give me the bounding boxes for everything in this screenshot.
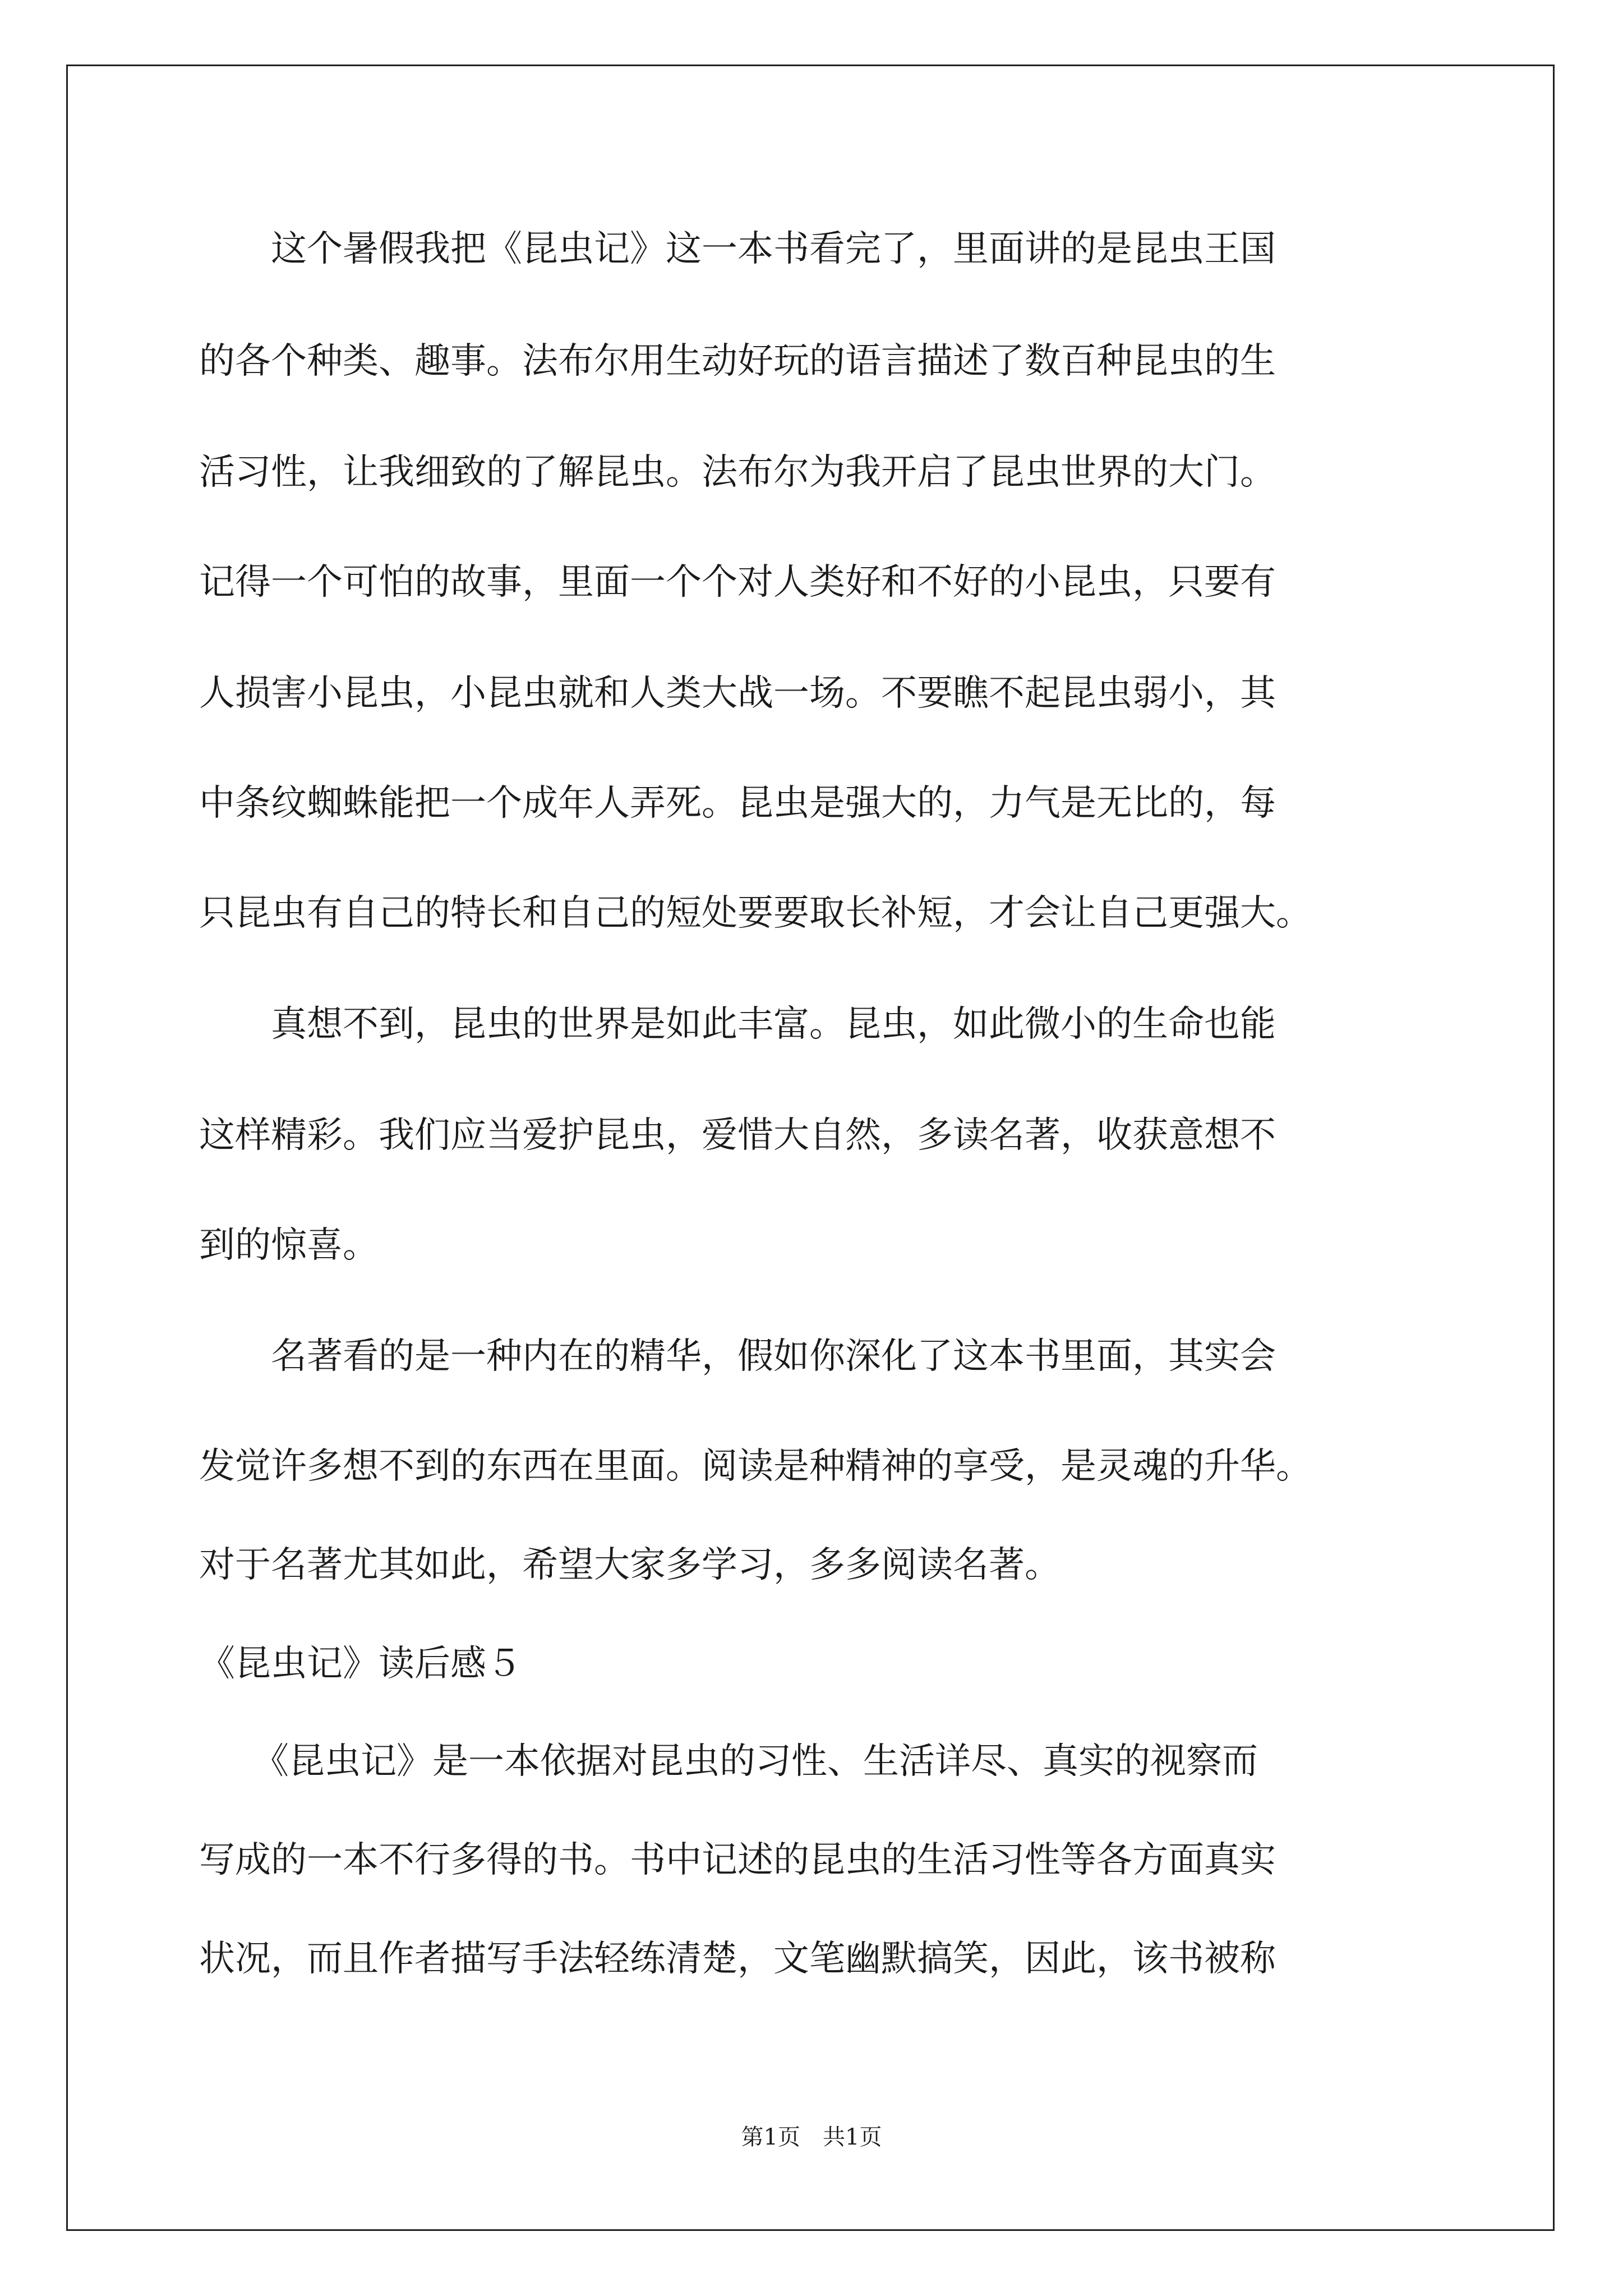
text-line: 状况，而且作者描写手法轻练清楚，文笔幽默搞笑，因此，该书被称 [199, 1938, 1276, 1980]
text-line: 到的惊喜。 [199, 1225, 379, 1266]
text-line: 记得一个可怕的故事，里面一个个对人类好和不好的小昆虫，只要有 [199, 562, 1276, 603]
text-line: 名著看的是一种内在的精华，假如你深化了这本书里面，其实会 [199, 1336, 1276, 1377]
text-line: 中条纹蜘蛛能把一个成年人弄死。昆虫是强大的，力气是无比的，每 [199, 783, 1276, 824]
text-line: 对于名著尤其如此，希望大家多学习，多多阅读名著。 [199, 1544, 1061, 1586]
text-line: 人损害小昆虫，小昆虫就和人类大战一场。不要瞧不起昆虫弱小，其 [199, 673, 1276, 714]
text-line: 的各个种类、趣事。法布尔用生动好玩的语言描述了数百种昆虫的生 [199, 341, 1276, 382]
text-line: 活习性，让我细致的了解昆虫。法布尔为我开启了昆虫世界的大门。 [199, 452, 1276, 493]
text-line: 发觉许多想不到的东西在里面。阅读是种精神的享受，是灵魂的升华。 [199, 1446, 1312, 1487]
text-line: 《昆虫记》是一本依据对昆虫的习性、生活详尽、真实的视察而 [199, 1741, 1258, 1782]
text-line: 只昆虫有自己的特长和自己的短处要要取长补短，才会让自己更强大。 [199, 892, 1312, 934]
section-heading: 《昆虫记》读后感５ [199, 1643, 522, 1685]
text-line: 真想不到，昆虫的世界是如此丰富。昆虫，如此微小的生命也能 [199, 1004, 1276, 1045]
text-line: 这个暑假我把《昆虫记》这一本书看完了，里面讲的是昆虫王国 [199, 228, 1276, 270]
text-line: 写成的一本不行多得的书。书中记述的昆虫的生活习性等各方面真实 [199, 1839, 1276, 1881]
page-footer: 第1页 共1页 [741, 2124, 882, 2150]
text-line: 这样精彩。我们应当爱护昆虫，爱惜大自然，多读名著，收获意想不 [199, 1115, 1276, 1156]
